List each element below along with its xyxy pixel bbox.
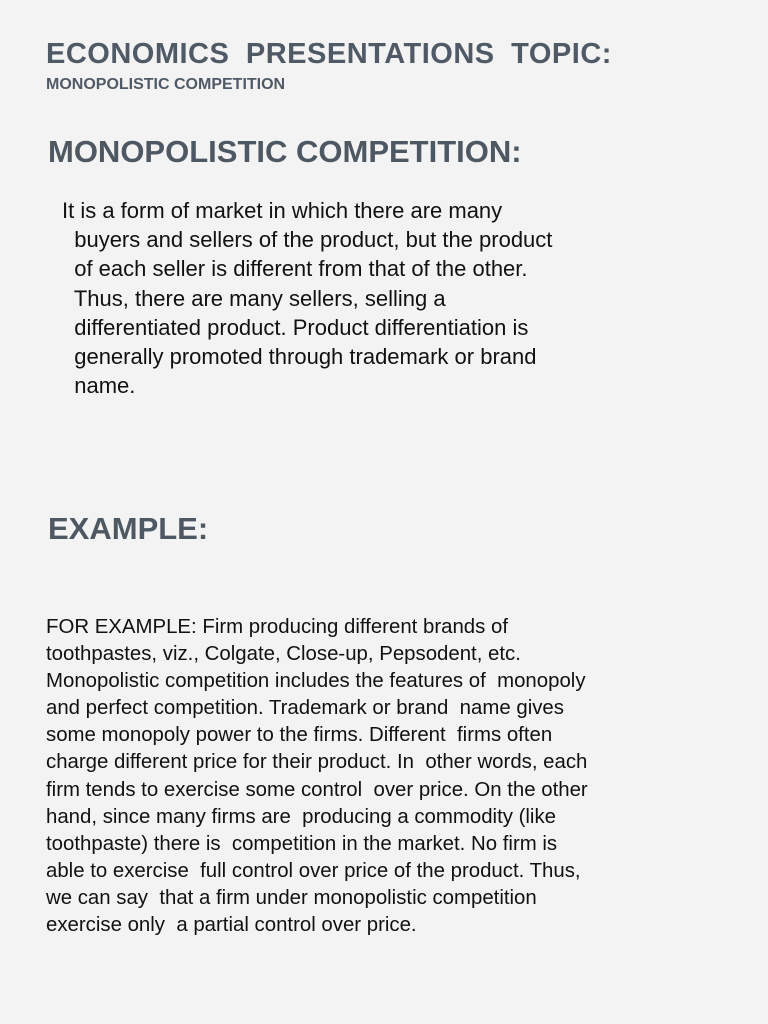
document-subtitle: MONOPOLISTIC COMPETITION — [46, 76, 286, 93]
example-paragraph — [46, 614, 588, 939]
definition-line: Thus, there are many sellers, selling a — [62, 285, 446, 311]
definition-line: buyers and sellers of the product, but the product — [62, 227, 553, 253]
document-title: ECONOMICS PRESENTATIONS TOPIC: — [46, 38, 612, 70]
example-line: able to exercise full control over price of the product. Thus, — [46, 859, 581, 882]
definition-paragraph — [62, 196, 552, 400]
example-line: toothpastes, viz., Colgate, Close-up, Pepsodent, etc. — [46, 643, 521, 666]
example-line: FOR EXAMPLE: Firm producing different brands of — [46, 616, 509, 638]
example-line: hand, since many firms are producing a commodity (like — [46, 805, 556, 828]
definition-line: of each seller is different from that of the other. — [62, 256, 528, 282]
definition-line: differentiated product. Product differentiation is — [62, 314, 529, 340]
example-line: and perfect competition. Trademark or brand name gives — [46, 697, 564, 720]
definition-line: generally promoted through trademark or brand — [62, 344, 537, 370]
example-line: charge different price for their product. In other words, each — [46, 751, 588, 774]
definition-line: It is a form of market in which there are many — [62, 198, 503, 223]
section-heading-definition: MONOPOLISTIC COMPETITION: — [48, 134, 522, 169]
example-line: some monopoly power to the firms. Different firms often — [46, 724, 553, 747]
example-line: we can say that a firm under monopolistic competition — [46, 886, 537, 909]
definition-line: name. — [62, 373, 136, 399]
example-line: Monopolistic competition includes the features of monopoly — [46, 670, 586, 693]
example-line: firm tends to exercise some control over price. On the other — [46, 778, 588, 801]
example-line: toothpaste) there is competition in the market. No firm is — [46, 832, 558, 855]
section-heading-example: EXAMPLE: — [48, 511, 209, 546]
example-line: exercise only a partial control over price. — [46, 914, 417, 937]
